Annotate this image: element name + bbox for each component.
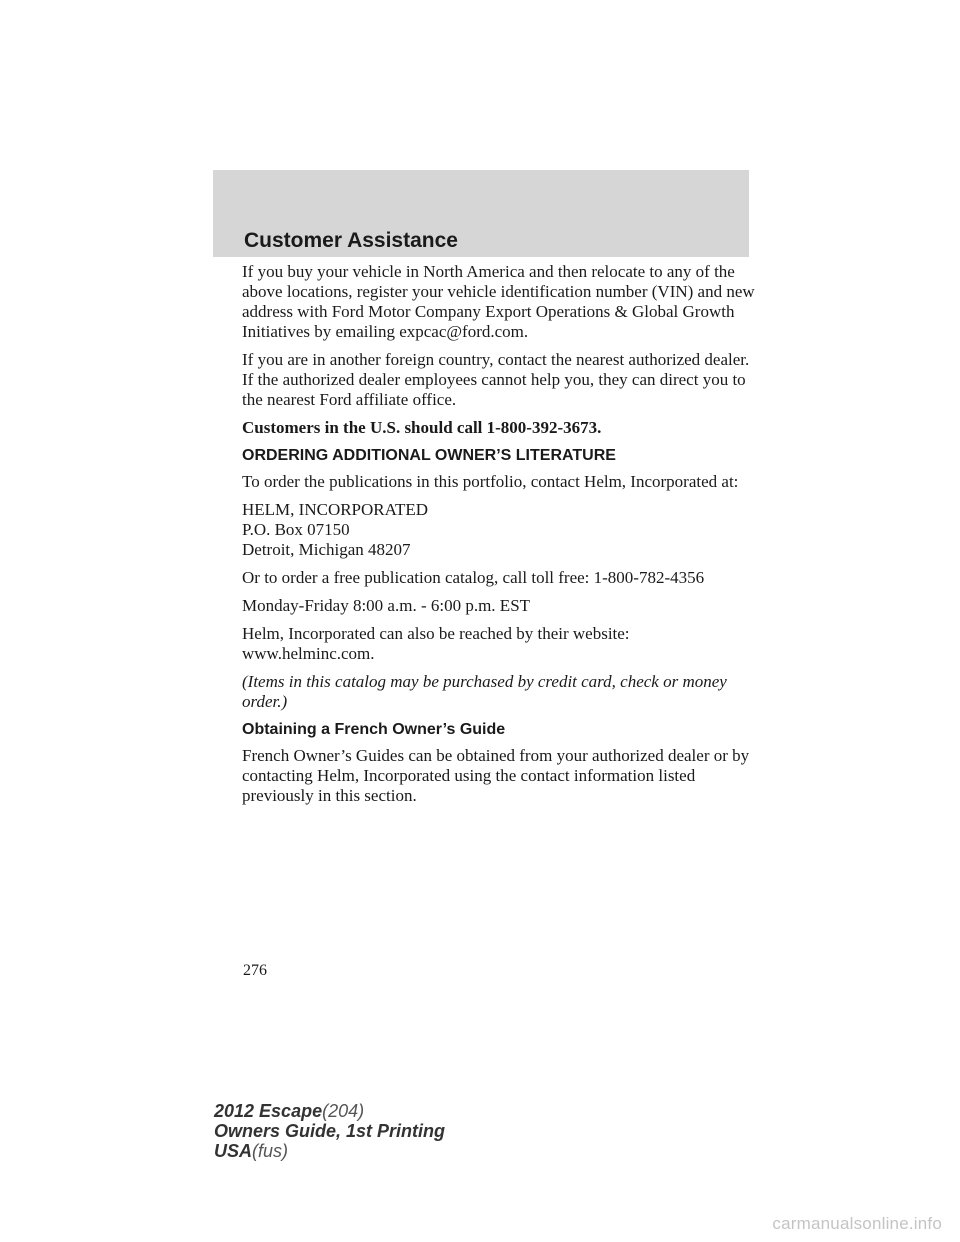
footer-edition: Owners Guide, 1st Printing: [214, 1121, 446, 1141]
paragraph-relocate: If you buy your vehicle in North America and then relocate to any of the above locations, register your vehicle identification number (VIN) and new address with Ford Motor Company Export Operations & Global Growth Initiatives by emailing expcac@ford.com.: [242, 262, 755, 341]
main-content: [242, 262, 757, 814]
paragraph-hours: Monday-Friday 8:00 a.m. - 6:00 p.m. EST: [242, 596, 531, 615]
paragraph-foreign-country: If you are in another foreign country, contact the nearest authorized dealer. If the authorized dealer employees cannot help you, they can direct you to the nearest Ford affiliate office.: [242, 350, 750, 409]
footer-market-code: (fus): [252, 1141, 289, 1161]
paragraph-french-guide: French Owner’s Guides can be obtained from your authorized dealer or by contacting Helm, Incorporated using the contact information listed previously in this section.: [242, 746, 750, 805]
paragraph-ordering-intro: To order the publications in this portfolio, contact Helm, Incorporated at:: [242, 472, 739, 491]
paragraph-website: Helm, Incorporated can also be reached by their website: www.helminc.com.: [242, 624, 630, 663]
paragraph-us-phone: Customers in the U.S. should call 1-800-392-3673.: [242, 418, 602, 437]
page-title: Customer Assistance: [244, 229, 458, 252]
footer-line-model: [214, 1101, 445, 1121]
footer-line-market: [214, 1141, 445, 1161]
footer-market: USA: [214, 1141, 253, 1161]
footer-model-code: (204): [322, 1101, 365, 1121]
footer-model: 2012 Escape: [214, 1101, 323, 1121]
heading-french-guide: Obtaining a French Owner’s Guide: [242, 721, 506, 738]
heading-ordering-literature: ORDERING ADDITIONAL OWNER’S LITERATURE: [242, 447, 616, 464]
paragraph-catalog-phone: Or to order a free publication catalog, call toll free: 1-800-782-4356: [242, 568, 705, 587]
watermark: carmanualsonline.info: [772, 1214, 942, 1233]
footer-printing-info: [214, 1101, 445, 1161]
paragraph-payment-note: (Items in this catalog may be purchased by credit card, check or money order.): [242, 672, 727, 711]
address-block: HELM, INCORPORATED P.O. Box 07150 Detroit, Michigan 48207: [242, 500, 429, 559]
page-number: 276: [243, 962, 267, 979]
